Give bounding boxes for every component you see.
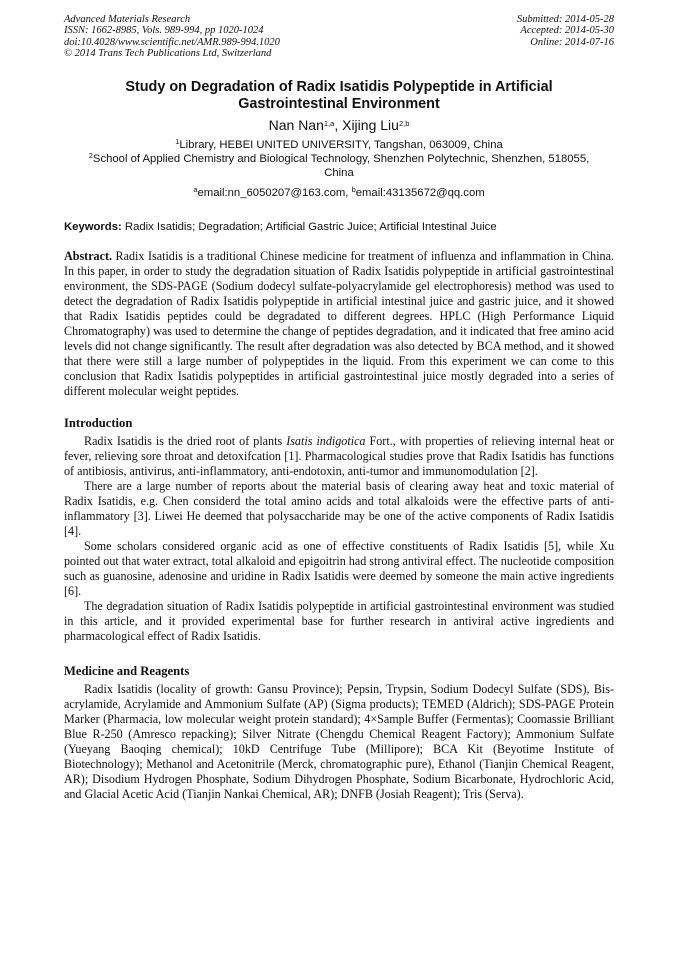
journal-doi: doi:10.4028/www.scientific.net/AMR.989-994.1020 [64, 36, 280, 48]
affiliation-text: School of Applied Chemistry and Biological Technology, Shenzhen Polytechnic, Shenzhen, 518055, [92, 153, 590, 166]
author-superscript: 2,b [398, 119, 410, 129]
email-link[interactable]: email:43135672@qq.com [355, 187, 485, 200]
date-accepted: Accepted: 2014-05-30 [520, 25, 614, 37]
paper-page [64, 14, 614, 802]
paragraph: Radix Isatidis (locality of growth: Gansu Province); Pepsin, Trypsin, Sodium Dodecyl Sulfate (SDS), Bis-acrylamide, Acrylamide and Ammonium Sulfate (AP) (Sigma products); TEMED (Aldrich); SDS-PAGE Protein Marker (Pharmacia, low molecular weight protein standard); 4×Sample Buffer (Fermentas); Coomassie Brilliant Blue R-250 (Amresco repacking); Silver Nitrate (Chengdu Chemical Reagent Factory); Ammonium Sulfate (Yueyang Baoqing chemical); 10kD Centrifuge Tube (Millipore); BCA Kit (Beyotime Institute of Biotechnology); Methanol and Acetonitrile (Merck, chromatographic pure), Ethanol (Tianjin Chemical Reagent, AR); Disodium Hydrogen Phosphate, Sodium Dihydrogen Phosphate, Sodium Bicarbonate, Hydrochloric Acid, and Glacial Acetic Acid (Tianjin Nankai Chemical, AR); DNFB (Josiah Reagent); Tris (Serva). [64, 682, 614, 802]
date-online: Online: 2014-07-16 [530, 36, 614, 48]
affiliation-2-continued: China [324, 167, 354, 180]
date-submitted: Submitted: 2014-05-28 [516, 14, 614, 25]
abstract-text: Radix Isatidis is a traditional Chinese medicine for treatment of influenza and inflammation in China. In this paper, in order to study the degradation situation of Radix Isatidis polypeptide in artificial gastrointestinal environment, the SDS-PAGE (Sodium dodecyl sulfate-polyacrylamide gel electrophoresis) method was used to detect the degradation of Radix Isatidis polypeptide in artificial intestinal juice and gastric juice, and it showed that Radix Isatidis peptides could be degradated to different degrees. HPLC (High Performance Liquid Chromatography) was used to determine the change of peptides degradation, and it indicated that free amino acid levels did not change significantly. The result after degradation was also detected by BCA method, and it showed that there were still a large number of polypeptides in the liquid. From this experiment we can come to this conclusion that Radix Isatidis polypeptides in artificial gastrointestinal juice mostly degraded into a series of different molecular weight peptides. [64, 249, 614, 399]
journal-copyright: © 2014 Trans Tech Publications Ltd, Switzerland [64, 47, 272, 59]
journal-header [64, 14, 614, 59]
journal-name: Advanced Materials Research [64, 14, 191, 25]
journal-issn: ISSN: 1662-8985, Vols. 989-994, pp 1020-1024 [64, 25, 264, 37]
paragraph: The degradation situation of Radix Isatidis polypeptide in artificial gastrointestinal environment was studied in this article, and it provided experimental base for further research in antiviral active ingredients and pharmacological effect of Radix Isatidis. [64, 599, 614, 644]
journal-info [64, 14, 280, 59]
title-line-1: Study on Degradation of Radix Isatidis Polypeptide in Artificial [125, 79, 553, 96]
affiliation-superscript: 2 [88, 151, 93, 161]
email-link[interactable]: email:nn_6050207@163.com, [197, 187, 352, 200]
abstract [64, 249, 614, 399]
author-emails [64, 186, 614, 200]
abstract-label: Abstract. [64, 249, 113, 264]
title-line-2: Gastrointestinal Environment [238, 96, 440, 113]
email-superscript: b [351, 185, 356, 195]
publication-dates [517, 14, 614, 59]
author-separator: , [334, 117, 343, 134]
affiliation-superscript: 1 [175, 137, 180, 147]
affiliation-2 [64, 152, 614, 166]
affiliation-1 [64, 138, 614, 152]
paragraph: Some scholars considered organic acid as one of effective constituents of Radix Isatidis [5], while Xu pointed out that water extract, total alkaloid and epigoitrin had strong antiviral effect. The nucleotide composition such as guanosine, adenosine and uridine in Radix Isatidis were deemed by someone the main active ingredients [6]. [64, 539, 614, 599]
keywords [64, 220, 614, 234]
author-name: Xijing Liu [342, 117, 399, 134]
email-superscript: a [193, 185, 198, 195]
paragraph [64, 434, 614, 479]
author-superscript: 1,a [323, 119, 335, 129]
keywords-text: Radix Isatidis; Degradation; Artificial Gastric Juice; Artificial Intestinal Juice [121, 221, 497, 234]
paragraph-text: Radix Isatidis is the dried root of plants [84, 434, 287, 449]
author-list [64, 116, 614, 134]
author-name: Nan Nan [268, 117, 324, 134]
section-heading-introduction: Introduction [64, 416, 133, 431]
keywords-label: Keywords: [64, 221, 122, 234]
paragraph: There are a large number of reports about the material basis of clearing away heat and toxic material of Radix Isatidis, e.g. Chen considerd the total amino acids and total alkaloids were the effective parts of anti-inflammatory [3]. Liwei He deemed that polysaccharide may be one of the active components of Radix Isatidis [4]. [64, 479, 614, 539]
paper-title [64, 79, 614, 113]
paragraph-text: Fort., with properties of relieving internal heat or fever, relieving sore throat and detoxifcation [1]. Pharmacological studies prove that Radix Isatidis has functions of antibiosis, antivirus, anti-inflammatory, anti-endotoxin, anti-tumor and immunomodulation [2]. [64, 434, 614, 479]
affiliation-text: Library, HEBEI UNITED UNIVERSITY, Tangshan, 063009, China [179, 139, 503, 152]
section-heading-medicine-reagents: Medicine and Reagents [64, 664, 190, 679]
species-name: Isatis indigotica [286, 434, 366, 449]
